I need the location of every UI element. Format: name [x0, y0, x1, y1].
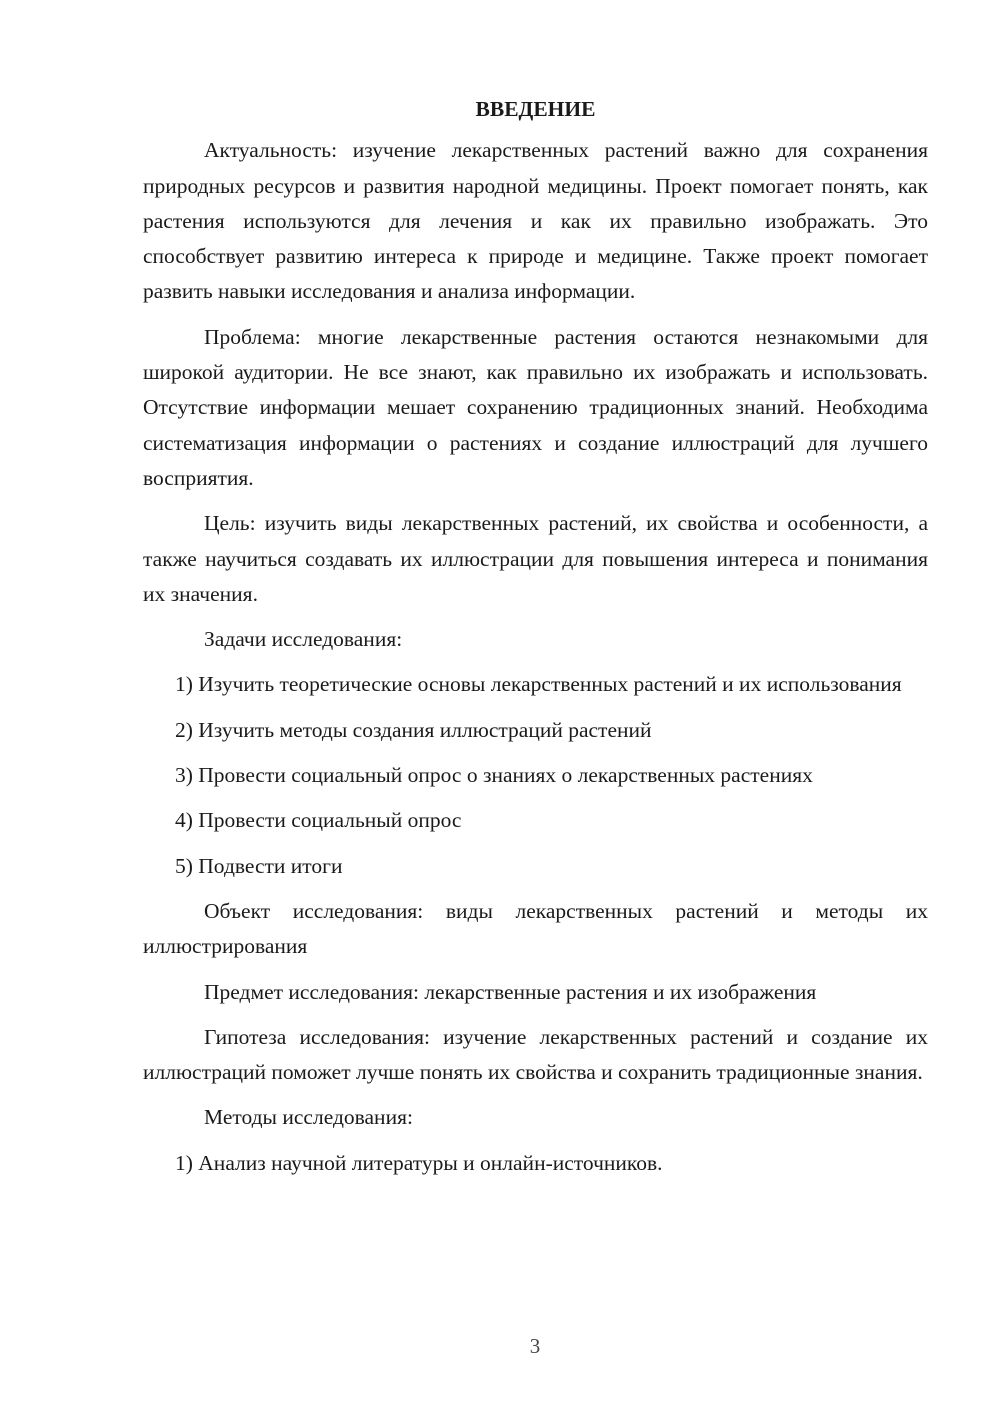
task-item: 1) Изучить теоретические основы лекарственных растений и их использования — [175, 672, 902, 697]
subject-paragraph: Предмет исследования: лекарственные растения и их изображения — [204, 979, 817, 1004]
task-item: 5) Подвести итоги — [175, 853, 343, 878]
hypothesis-paragraph: Гипотеза исследования: изучение лекарственных растений и создание их иллюстраций поможет лучше понять их свойства и сохранить традиционные знания. — [143, 1024, 928, 1085]
method-item: 1) Анализ научной литературы и онлайн-источников. — [175, 1150, 663, 1175]
goal-paragraph: Цель: изучить виды лекарственных растений, их свойства и особенности, а также научиться создавать их иллюстрации для повышения интереса и понимания их значения. — [143, 511, 928, 606]
tasks-heading: Задачи исследования: — [204, 627, 403, 652]
relevance-paragraph: Актуальность: изучение лекарственных растений важно для сохранения природных ресурсов и развития народной медицины. Проект помогает понять, как растения используются для лечения и как их правильно изображать. Это способствует развитию интереса к природе и медицине. Также проект помогает развить навыки исследования и анализа информации. — [143, 138, 928, 304]
object-paragraph: Объект исследования: виды лекарственных растений и методы их иллюстрирования — [143, 898, 928, 959]
methods-heading: Методы исследования: — [204, 1105, 413, 1130]
page-number: 3 — [529, 1334, 541, 1358]
task-item: 2) Изучить методы создания иллюстраций растений — [175, 717, 652, 742]
task-item: 3) Провести социальный опрос о знаниях о лекарственных растениях — [175, 763, 813, 788]
document-page — [143, 92, 928, 1191]
section-title: ВВЕДЕНИЕ — [475, 97, 596, 121]
problem-paragraph: Проблема: многие лекарственные растения остаются незнакомыми для широкой аудитории. Не все знают, как правильно их изображать и использовать. Отсутствие информации мешает сохранению традиционных знаний. Необходима систематизация информации о растениях и создание иллюстраций для лучшего восприятия. — [143, 324, 928, 490]
task-item: 4) Провести социальный опрос — [175, 808, 462, 833]
